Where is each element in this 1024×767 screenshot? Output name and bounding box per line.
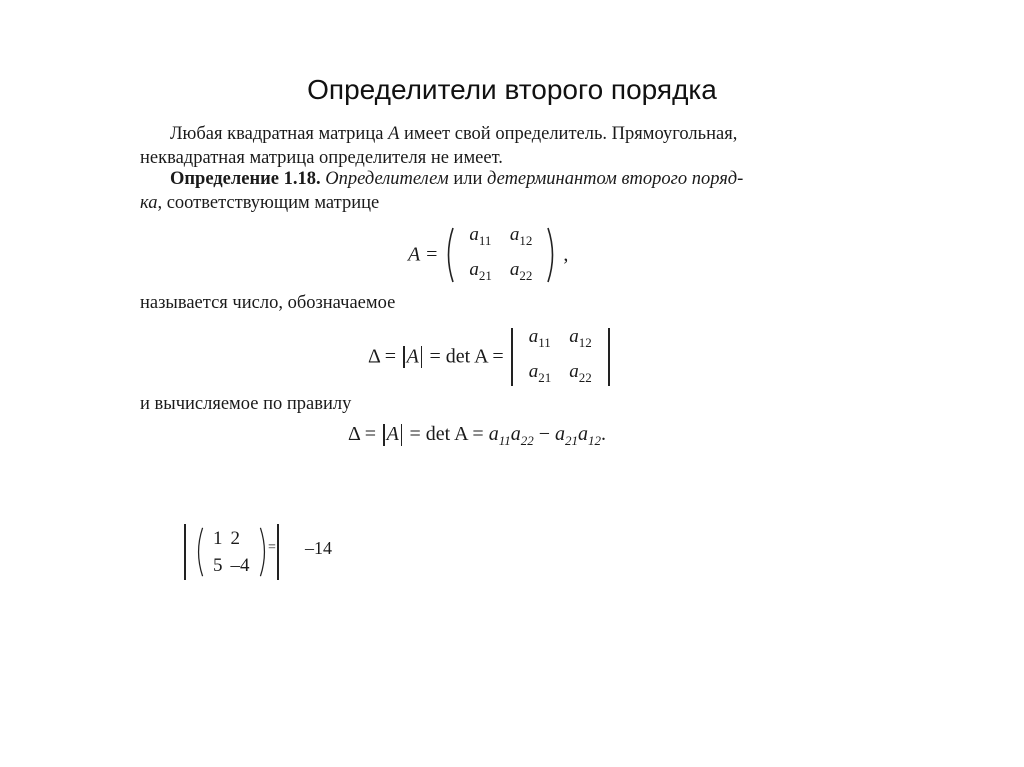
definition-line-2 [140,191,379,215]
left-paren-icon [443,226,455,284]
rule-term-a11: $a_{11}$ [488,423,511,448]
definition-label: Определение 1.18. [170,169,321,189]
example-equals: = [268,540,276,555]
delta-symbol: Δ = [348,423,377,445]
abs-a: A [406,345,419,368]
equals-sign: = [409,423,421,445]
matrix-entry: $a_{11}$ [469,224,492,248]
determinant-notation [368,322,612,392]
determinant-rule [348,423,606,449]
abs-a: A [386,423,399,445]
right-paren-icon [546,226,558,284]
abs-bar-icon [401,424,403,446]
definition-line-1 [170,167,743,191]
det-bar-icon [511,328,513,386]
definition-term-1: Определителем [325,169,449,189]
matrix-entry: $a_{12}$ [569,326,592,350]
abs-bar-icon [383,424,385,446]
example-entry: 2 [230,528,240,549]
delta-symbol: Δ = [368,345,397,368]
para1-text-rest: имеет свой определитель. Прямоугольная, [404,124,738,144]
left-paren-icon [193,526,205,578]
matrix-a-formula [408,220,568,290]
rule-term-a12: $a_{12}$ [578,423,602,448]
det-bar-icon [608,328,610,386]
abs-bar-icon [421,346,423,368]
det-a: det A = [425,423,484,445]
para1-text: Любая квадратная матрица [170,124,384,144]
matrix-entry: $a_{22}$ [569,360,592,385]
matrix-entry: $a_{21}$ [528,360,552,385]
matrix-a-label: A = [408,243,439,266]
example-entry: 1 [213,528,223,549]
rule-term-a21: $a_{21}$ [555,423,579,448]
paragraph-line-1 [170,122,737,146]
paragraph-line-2: неквадратная матрица определителя не имеет. [140,148,503,168]
det-bar-icon [184,524,186,580]
example-determinant [182,524,281,580]
det-bar-icon [277,524,279,580]
definition-term-2: детерминантом второго поряд- [487,169,744,189]
rule-period: . [601,423,607,445]
abs-bar-icon [403,346,405,368]
matrix-entry: $a_{22}$ [509,258,533,283]
matrix-entry: $a_{11}$ [528,326,551,350]
called-number-text: называется число, обозначаемое [140,293,396,313]
para1-symbol-a: A [388,124,400,144]
equals-sign: = [429,345,441,368]
minus-sign: − [538,423,551,445]
example-result: –14 [305,538,332,558]
matrix-comma: , [563,243,569,266]
matrix-entry: $a_{12}$ [509,224,533,248]
definition-term-2-cont: ка [140,193,158,213]
definition-rest: , соответствующим матрице [157,193,380,213]
det-a: det A = [445,345,504,368]
rule-term-a22: $a_{22}$ [510,423,534,448]
definition-or: или [453,169,483,189]
matrix-a-body [460,220,541,290]
example-entry: 5 [213,555,223,576]
slide-title: Определители второго порядка [307,74,717,105]
matrix-entry: $a_{21}$ [469,258,492,283]
example-entry: –4 [230,555,250,576]
example-matrix-body [209,525,254,579]
det-matrix-body [520,322,601,392]
computed-by-rule-text: и вычисляемое по правилу [140,394,352,414]
